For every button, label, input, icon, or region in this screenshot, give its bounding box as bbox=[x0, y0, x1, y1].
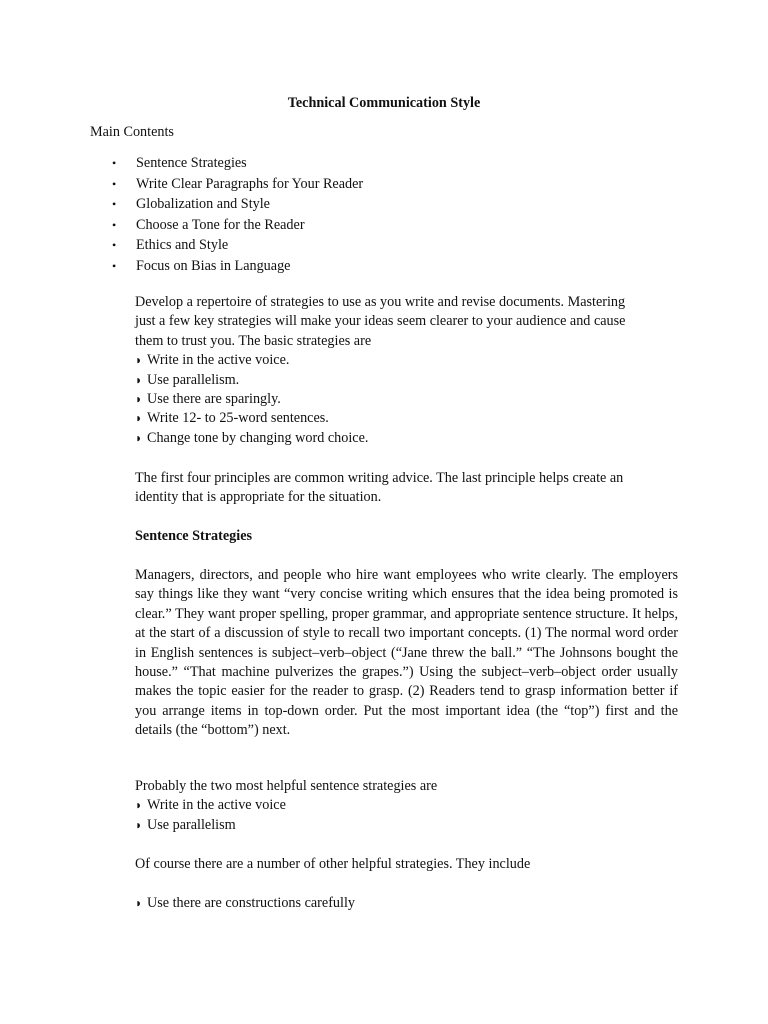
list-item bbox=[112, 215, 363, 236]
contents-item-label: Focus on Bias in Language bbox=[136, 257, 291, 274]
half-circle-bullet-icon: ◗ bbox=[135, 353, 143, 368]
managers-paragraph bbox=[135, 566, 678, 741]
list-item bbox=[112, 235, 363, 256]
contents-item-label: Write Clear Paragraphs for Your Reader bbox=[136, 175, 364, 192]
paragraph-line: identity that is appropriate for the situation. bbox=[135, 489, 382, 506]
contents-item-label: Globalization and Style bbox=[136, 196, 270, 212]
list-item bbox=[135, 409, 678, 428]
list-item bbox=[135, 351, 678, 370]
contents-list bbox=[112, 153, 363, 276]
list-item bbox=[135, 816, 678, 835]
half-circle-bullet-icon: ◗ bbox=[135, 372, 143, 387]
half-circle-bullet-icon: ◗ bbox=[135, 896, 143, 910]
bullet-icon: • bbox=[112, 258, 117, 273]
section-heading: Sentence Strategies bbox=[135, 528, 253, 544]
other-strategies-intro: Of course there are a number of other helpful strategies. They include bbox=[135, 856, 531, 872]
list-item bbox=[112, 256, 363, 277]
bullet-icon: • bbox=[112, 238, 117, 252]
helpful-strategies bbox=[135, 777, 678, 835]
bullet-icon: • bbox=[112, 156, 117, 170]
paragraph-line: just a few key strategies will make your ideas seem clearer to your audience and cause bbox=[135, 313, 626, 330]
half-circle-bullet-icon: ◗ bbox=[135, 392, 143, 407]
paragraph-text: Managers, directors, and people who hire want employees who write clearly. The employers say things like they want “very concise writing which ensures that the idea being promoted is clear.” They want proper spelling, proper grammar, and appropriate sentence structure. It helps, at the start of a discussion of style to recall two important concepts. (1) The normal word order in English sentences is subject–verb–object (“Jane threw the ball.” “The Johnsons bought the house.” “That machine pulverizes the grapes.”) Using the subject–verb–object order usually makes the topic easier for the reader to grasp. (2) Readers tend to grasp information better if you arrange items in top-down order. Put the most important idea (the “top”) first and the details (the “bottom”) next. bbox=[135, 567, 678, 739]
half-circle-bullet-icon: ◗ bbox=[135, 430, 143, 445]
list-item bbox=[135, 390, 678, 409]
strategy-label: Use parallelism. bbox=[147, 371, 240, 388]
paragraph-line: Develop a repertoire of strategies to use as you write and revise documents. Mastering bbox=[135, 294, 626, 310]
half-circle-bullet-icon: ◗ bbox=[135, 817, 143, 832]
list-item bbox=[112, 194, 363, 215]
paragraph-line: The first four principles are common writing advice. The last principle helps create an bbox=[135, 470, 624, 486]
half-circle-bullet-icon: ◗ bbox=[135, 411, 143, 426]
other-strategies bbox=[135, 894, 678, 913]
list-item bbox=[135, 371, 678, 390]
strategy-label: Write 12- to 25-word sentences. bbox=[147, 410, 329, 427]
strategy-label: Use there are constructions carefully bbox=[147, 895, 355, 911]
strategy-label: Change tone by changing word choice. bbox=[147, 429, 369, 446]
strategy-label: Write in the active voice bbox=[147, 797, 286, 814]
bullet-icon: • bbox=[112, 197, 117, 211]
bullet-icon: • bbox=[112, 217, 117, 232]
strategy-label: Write in the active voice. bbox=[147, 352, 290, 369]
list-item bbox=[112, 153, 363, 174]
contents-item-label: Sentence Strategies bbox=[136, 155, 247, 171]
paragraph-line: Probably the two most helpful sentence strategies are bbox=[135, 778, 438, 794]
principles-paragraph bbox=[135, 469, 678, 508]
list-item bbox=[112, 174, 363, 195]
document-title: Technical Communication Style bbox=[287, 95, 481, 111]
half-circle-bullet-icon: ◗ bbox=[135, 798, 143, 813]
list-item bbox=[135, 429, 678, 448]
list-item bbox=[135, 796, 678, 815]
list-item bbox=[135, 894, 678, 913]
intro-paragraph bbox=[135, 293, 678, 448]
contents-item-label: Choose a Tone for the Reader bbox=[136, 216, 305, 233]
paragraph-line: them to trust you. The basic strategies are bbox=[135, 332, 372, 349]
strategy-label: Use parallelism bbox=[147, 816, 236, 833]
contents-item-label: Ethics and Style bbox=[136, 237, 229, 253]
main-contents-label: Main Contents bbox=[90, 124, 174, 140]
strategy-label: Use there are sparingly. bbox=[147, 391, 281, 408]
bullet-icon: • bbox=[112, 176, 117, 191]
